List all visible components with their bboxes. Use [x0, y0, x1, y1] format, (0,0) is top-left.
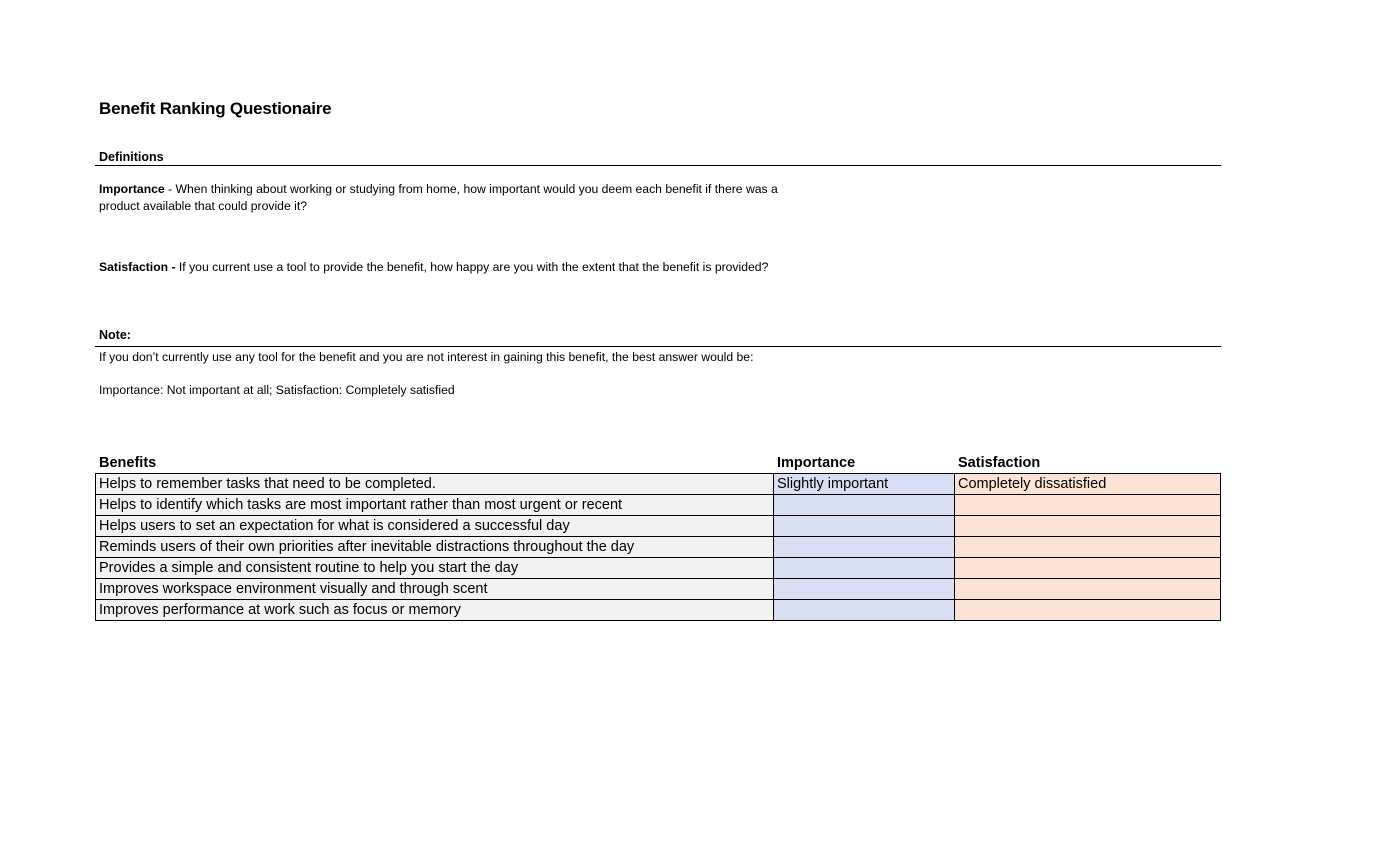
satisfaction-column-header: Satisfaction: [958, 455, 1041, 471]
benefit-ranking-table: [95, 473, 1221, 621]
benefit-cell: Helps to remember tasks that need to be completed.: [96, 474, 774, 495]
benefit-cell: Reminds users of their own priorities after inevitable distractions throughout the day: [96, 537, 774, 558]
benefits-column-header: Benefits: [99, 455, 157, 471]
table-row: [96, 558, 1221, 579]
satisfaction-select-cell[interactable]: [955, 516, 1221, 537]
benefit-cell: Provides a simple and consistent routine to help you start the day: [96, 558, 774, 579]
satisfaction-text: If you current use a tool to provide the benefit, how happy are you with the extent that the benefit is provided?: [175, 260, 769, 274]
importance-select-cell[interactable]: [774, 537, 955, 558]
satisfaction-select-cell[interactable]: [955, 558, 1221, 579]
table-row: [96, 579, 1221, 600]
note-divider: [95, 346, 1221, 347]
benefit-cell: Improves workspace environment visually and through scent: [96, 579, 774, 600]
importance-select-cell[interactable]: Slightly important: [774, 474, 955, 495]
importance-select-cell[interactable]: [774, 558, 955, 579]
note-text: If you don’t currently use any tool for the benefit and you are not interest in gaining this benefit, the best answer would be:: [99, 350, 754, 364]
importance-select-cell[interactable]: [774, 516, 955, 537]
page-title: Benefit Ranking Questionaire: [99, 99, 332, 118]
note-default-answer: Importance: Not important at all; Satisfaction: Completely satisfied: [99, 383, 455, 397]
importance-select-cell[interactable]: [774, 495, 955, 516]
importance-text: - When thinking about working or studying from home, how important would you deem each benefit if there was a product available that could provide it?: [99, 182, 778, 213]
satisfaction-select-cell[interactable]: [955, 537, 1221, 558]
benefit-cell: Improves performance at work such as focus or memory: [96, 600, 774, 621]
importance-select-cell[interactable]: [774, 600, 955, 621]
benefit-cell: Helps users to set an expectation for what is considered a successful day: [96, 516, 774, 537]
importance-column-header: Importance: [777, 455, 856, 471]
benefit-cell: Helps to identify which tasks are most important rather than most urgent or recent: [96, 495, 774, 516]
satisfaction-select-cell[interactable]: Completely dissatisfied: [955, 474, 1221, 495]
importance-definition: [99, 181, 779, 215]
definitions-heading: Definitions: [99, 150, 164, 164]
satisfaction-term: Satisfaction -: [99, 260, 176, 274]
table-row: [96, 600, 1221, 621]
importance-term: Importance: [99, 182, 165, 196]
satisfaction-definition: [99, 259, 779, 276]
satisfaction-select-cell[interactable]: [955, 579, 1221, 600]
table-row: [96, 474, 1221, 495]
note-heading: Note:: [99, 328, 131, 342]
table-row: [96, 516, 1221, 537]
table-row: [96, 495, 1221, 516]
satisfaction-select-cell[interactable]: [955, 600, 1221, 621]
definitions-divider: [95, 165, 1221, 166]
satisfaction-select-cell[interactable]: [955, 495, 1221, 516]
importance-select-cell[interactable]: [774, 579, 955, 600]
table-row: [96, 537, 1221, 558]
